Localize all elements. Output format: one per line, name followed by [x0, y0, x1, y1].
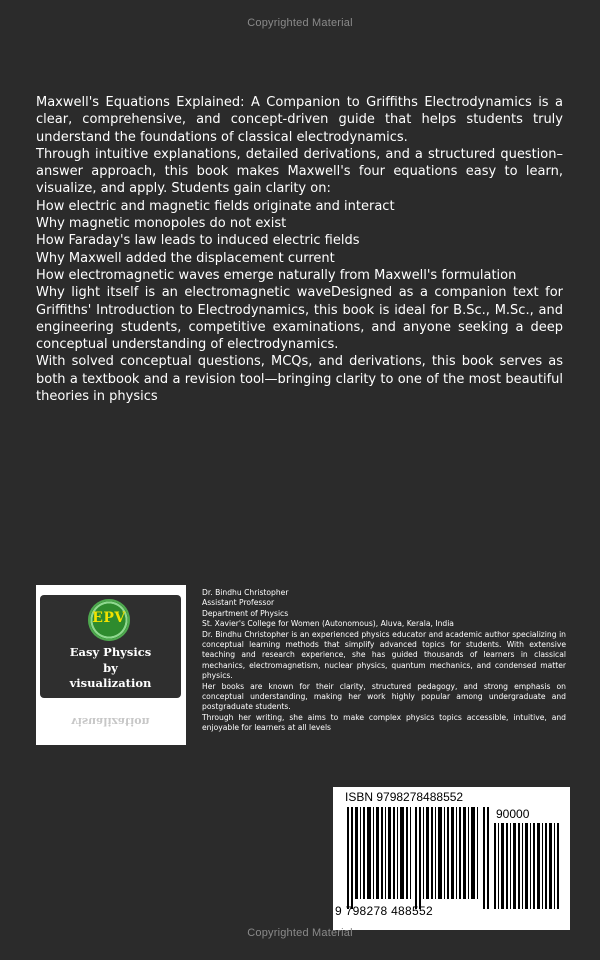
- author-bio-paragraph: Her books are known for their clarity, structured pedagogy, and strong emphasis on conceptual understanding, making her work highly popular among undergraduate and postgraduate students.: [202, 681, 566, 712]
- epv-badge-text: EPV: [92, 610, 126, 626]
- blurb-point: Why magnetic monopoles do not exist: [36, 216, 287, 232]
- blurb-intro: Maxwell's Equations Explained: A Companion to Griffiths Electrodynamics is a clear, comprehensive, and concept-driven guide that helps students truly understand the foundations of classical electrodynamics.: [36, 95, 563, 145]
- blurb-point: How Faraday's law leads to induced electric fields: [36, 233, 360, 249]
- blurb-approach: Through intuitive explanations, detailed derivations, and a structured question–answer approach, this book makes Maxwell's four equations easy to learn, visualize, and apply. Students gain clarity on:: [36, 146, 563, 197]
- copyright-watermark-top: Copyrighted Material: [247, 17, 353, 29]
- logo-line-2: by: [103, 661, 118, 675]
- addon-barcode-icon: [493, 823, 563, 909]
- author-bio-paragraph: Through her writing, she aims to make complex physics topics accessible, intuitive, and enjoyable for learners at all levels: [202, 712, 566, 733]
- logo-line-3: visualization: [69, 676, 152, 690]
- blurb-point: Why Maxwell added the displacement current: [36, 250, 335, 266]
- author-institution: St. Xavier's College for Women (Autonomous), Aluva, Kerala, India: [202, 619, 454, 629]
- price-code: 90000: [496, 807, 530, 821]
- copyright-watermark-bottom: Copyrighted Material: [247, 927, 353, 939]
- author-department: Department of Physics: [202, 608, 289, 618]
- logo-reflection: visualization: [71, 715, 150, 728]
- publisher-logo: [36, 585, 186, 745]
- back-cover-blurb: [36, 94, 563, 405]
- blurb-closing: With solved conceptual questions, MCQs, and derivations, this book serves as both a textbook and a revision tool—bringing clarity to one of the most beautiful theories in physics: [36, 354, 563, 405]
- blurb-point: How electromagnetic waves emerge naturally from Maxwell's formulation: [36, 267, 517, 283]
- logo-panel: [40, 595, 181, 698]
- epv-badge-icon: [88, 599, 130, 641]
- ean-barcode-icon: [345, 807, 491, 909]
- logo-line-1: Easy Physics: [69, 645, 152, 659]
- author-bio-paragraph: Dr. Bindhu Christopher is an experienced physics educator and academic author specializing in conceptual learning methods that simplify advanced topics for students. With extensive teaching and research experience, she has guided thousands of learners in classical mechanics, electromagnetism, nuclear physics, quantum mechanics, and condensed matter physics.: [202, 629, 566, 681]
- author-bio: [202, 588, 566, 734]
- author-title: Assistant Professor: [202, 598, 275, 608]
- blurb-point: Why light itself is an electromagnetic waveDesigned as a companion text for Griffiths' Introduction to Electrodynamics, this book is ideal for B.Sc., M.Sc., and engineering students, competitive examinations, and anyone seeking a deep conceptual understanding of electrodynamics.: [36, 285, 563, 353]
- isbn-digits: 9 798278 488552: [335, 904, 433, 918]
- isbn-barcode: [333, 787, 570, 930]
- blurb-point: How electric and magnetic fields originate and interact: [36, 198, 395, 214]
- author-name: Dr. Bindhu Christopher: [202, 588, 289, 597]
- isbn-label: ISBN 9798278488552: [345, 790, 464, 804]
